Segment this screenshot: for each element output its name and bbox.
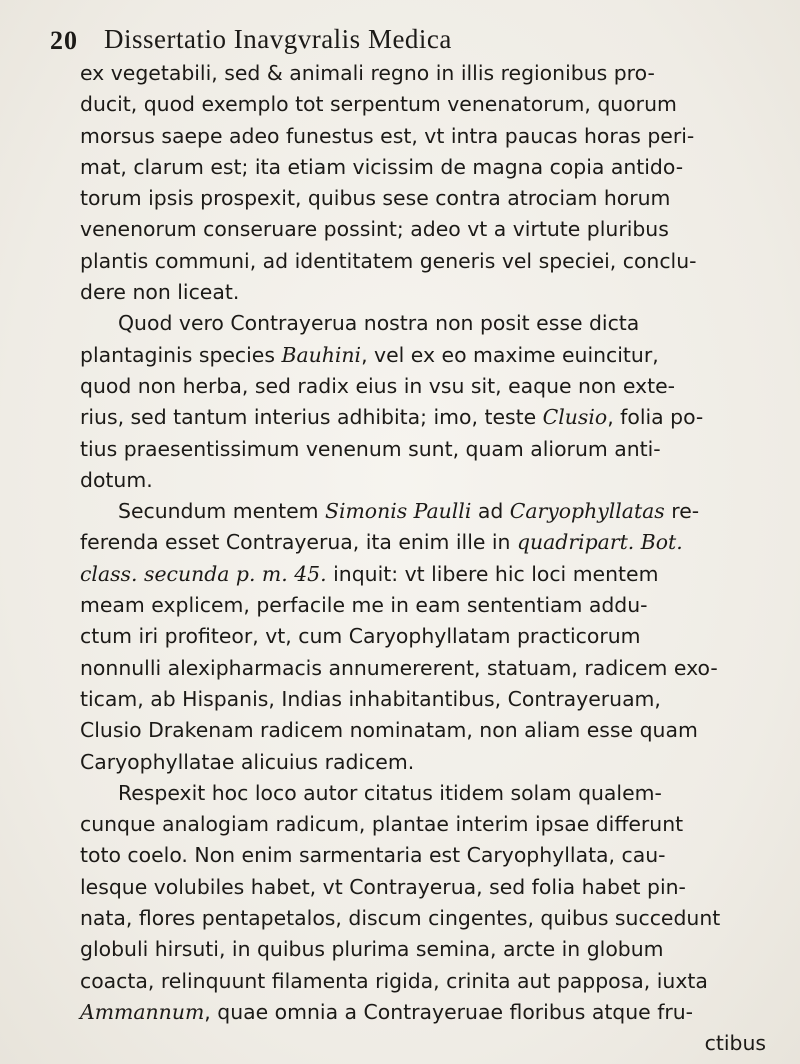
text-segment: Secundum mentem	[118, 499, 325, 524]
text-line	[80, 559, 770, 590]
text-line	[80, 903, 770, 934]
text-segment: cunque analogiam radicum, plantae interim ipsae differunt	[80, 812, 684, 837]
text-segment: dotum.	[80, 467, 153, 492]
text-line	[80, 152, 770, 183]
text-line	[80, 934, 770, 965]
text-line	[80, 89, 770, 120]
italic-text-segment: Bauhini	[281, 342, 362, 367]
italic-text-segment: quadripart. Bot.	[516, 530, 683, 555]
text-line	[80, 277, 770, 308]
text-line	[80, 214, 770, 245]
text-line	[80, 183, 770, 214]
text-segment: ex vegetabili, sed & animali regno in illis regionibus pro-	[80, 61, 655, 85]
text-segment: ctum iri profiteor, vt, cum Caryophyllatam practicorum	[80, 624, 641, 649]
text-line	[80, 590, 770, 621]
italic-text-segment: Clusio	[542, 405, 608, 430]
text-segment: quod non herba, sed radix eius in vsu sit, eaque non exte-	[80, 373, 675, 398]
text-segment: meam explicem, perfacile me in eam sententiam addu-	[80, 593, 648, 618]
text-line	[80, 121, 770, 152]
text-segment: ad	[471, 499, 510, 524]
text-line	[80, 715, 770, 746]
text-segment: torum ipsis prospexit, quibus sese contra atrociam horum	[80, 186, 671, 211]
text-line	[80, 653, 770, 684]
text-line	[80, 872, 770, 903]
text-segment: Clusio Drakenam radicem nominatam, non aliam esse quam	[80, 718, 698, 743]
text-line	[80, 840, 770, 871]
italic-text-segment: class. secunda p. m. 45.	[80, 561, 327, 586]
text-segment: ducit, quod exemplo tot serpentum venenatorum, quorum	[80, 92, 677, 117]
text-line	[80, 809, 770, 840]
text-segment: , quae omnia a Contrayeruae floribus atque fru-	[204, 999, 694, 1024]
text-segment: , vel ex eo maxime euincitur,	[361, 342, 659, 367]
text-segment: Caryophyllatae alicuius radicem.	[80, 749, 415, 774]
text-line	[80, 402, 770, 433]
text-line	[80, 684, 770, 715]
text-line	[80, 308, 770, 339]
text-line	[80, 747, 770, 778]
text-segment: plantaginis species	[80, 342, 282, 367]
text-segment: coacta, relinquunt filamenta rigida, crinita aut papposa, iuxta	[80, 968, 708, 993]
text-segment: plantis communi, ad identitatem generis vel speciei, conclu-	[80, 248, 697, 273]
text-line	[80, 58, 770, 89]
running-title: Dissertatio Inavgvralis Medica	[104, 24, 452, 54]
italic-text-segment: Ammannum	[80, 999, 205, 1024]
italic-text-segment: Simonis Paulli	[324, 499, 472, 524]
text-line	[80, 434, 770, 465]
text-line	[80, 621, 770, 652]
text-segment: venenorum conseruare possint; adeo vt a virtute pluribus	[80, 217, 669, 242]
text-segment: mat, clarum est; ita etiam vicissim de magna copia antido-	[80, 154, 684, 179]
text-segment: Respexit hoc loco autor citatus itidem solam qualem-	[118, 780, 662, 805]
catchword: ctibus	[704, 1031, 766, 1056]
body-text	[80, 58, 770, 1060]
text-segment: inquit: vt libere hic loci mentem	[326, 561, 659, 586]
text-segment: nata, flores pentapetalos, discum cingentes, quibus succedunt	[80, 906, 721, 931]
text-segment: ticam, ab Hispanis, Indias inhabitantibus, Contrayeruam,	[80, 686, 661, 711]
text-segment: toto coelo. Non enim sarmentaria est Caryophyllata, cau-	[80, 843, 666, 868]
text-line	[80, 371, 770, 402]
text-segment: ferenda esset Contrayerua, ita enim ille in	[80, 530, 517, 555]
text-line	[80, 966, 770, 997]
text-segment: tius praesentissimum venenum sunt, quam aliorum anti-	[80, 436, 661, 461]
text-segment: dere non liceat.	[80, 280, 240, 305]
text-segment: rius, sed tantum interius adhibita; imo, teste	[80, 405, 543, 430]
text-line	[80, 340, 770, 371]
page-header	[50, 20, 770, 60]
text-segment: re-	[664, 499, 700, 524]
text-line	[80, 246, 770, 277]
text-line	[80, 997, 770, 1028]
text-segment: globuli hirsuti, in quibus plurima semina, arcte in globum	[80, 937, 664, 962]
text-segment: morsus saepe adeo funestus est, vt intra paucas horas peri-	[80, 123, 695, 148]
text-segment: , folia po-	[607, 405, 704, 430]
text-segment: lesque volubiles habet, vt Contrayerua, sed folia habet pin-	[80, 874, 686, 899]
text-line	[80, 778, 770, 809]
text-segment: Quod vero Contrayerua nostra non posit esse dicta	[118, 311, 640, 336]
text-segment: nonnulli alexipharmacis annumererent, statuam, radicem exo-	[80, 655, 718, 680]
text-line	[80, 496, 770, 527]
italic-text-segment: Caryophyllatas	[509, 499, 665, 524]
text-line	[80, 527, 770, 558]
text-line	[80, 465, 770, 496]
page-number: 20	[50, 26, 78, 55]
